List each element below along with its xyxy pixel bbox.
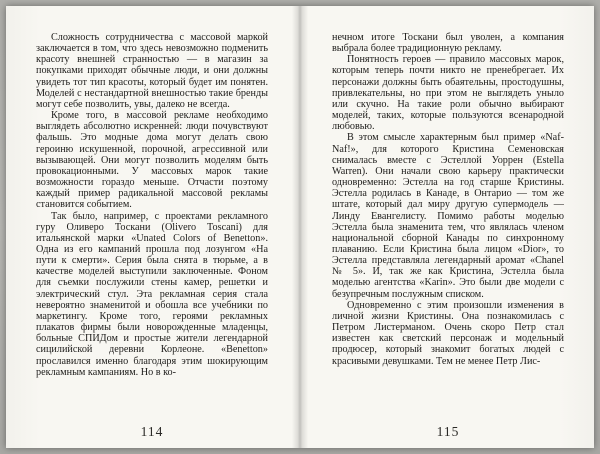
paragraph: нечном итоге Тоскани был уволен, а компания выбрала более традиционную рекламу.: [332, 32, 564, 55]
paragraph: Одновременно с этим произошли изменения в личной жизни Кристины. Она познакомилась с Петром Листерманом. Очень скоро Петр стал известен как светский персонаж и модельный продюсер, который знакомит богатых людей с красивыми девушками. Тем не менее Петр Лис-: [332, 299, 564, 367]
page-number-left: 114: [140, 424, 164, 439]
right-page: [308, 6, 594, 448]
paragraph: Понятность героев — правило массовых марок, которым теперь почти никто не пренебрегает. Их персонажи должны быть обаятельны, простодушны, привлекательны, но при этом не выглядеть уныло или скучно. На такие роли обычно выбирают моделей, таких, которые пользуются всенародной любовью.: [332, 54, 564, 133]
paragraph: Так было, например, с проектами рекламного гуру Оливеро Тоскани (Olivero Toscani) для итальянской марки «Unated Colors of Benetton». Одна из его кампаний прошла под лозунгом «На пути к смерти». Серия была снята в тюрьме, а в качестве моделей выступили заключенные. Фоном для съемки послужили стены камер, решетки и электрический стул. Эта рекламная серия стала невероятно знаменитой и обошла все учебники по маркетингу. Кроме того, героями рекламных плакатов фирмы были новорожденные младенцы, больные СПИДом и простые жители легендарной сицилийской деревни Корлеоне. «Benetton» прославился именно благодаря этим шокирующим рекламным кампаниям. Но в ко-: [36, 210, 268, 378]
book-gutter: [292, 6, 308, 448]
book-spread: [6, 6, 594, 448]
paragraph: Кроме того, в массовой рекламе необходимо выглядеть абсолютно искренней: люди почувствуют фальшь. Это модные дома могут делать свою героиню искушенной, порочной, агрессивной или вызывающей. Они могут позволить моделям быть провокационными. У массовых марок такие возможности гораздо меньше. Отчасти поэтому каждый пример радикальной массовой рекламы становится событием.: [36, 110, 268, 211]
right-page-text: [332, 32, 564, 367]
paragraph: Сложность сотрудничества с массовой маркой заключается в том, что здесь невозможно подменить красоту внешней странностью — в магазин за покупками приходят обычные люди, и они должны увидеть тот тип красоты, который будет им понятен. Моделей с нестандартной внешностью такие бренды могут себе позволить, увы, далеко не всегда.: [36, 32, 268, 110]
paragraph: В этом смысле характерным был пример «Naf-Naf!», для которого Кристина Семеновская снималась вместе с Эстеллой Уоррен (Estella Warren). Они начали свою карьеру практически одновременно: Эстелла на год старше Кристины. Эстелла родилась в Канаде, в Онтарио — том же штате, который дал миру другую супермодель — Линду Евангелисту. Помимо работы моделью Эстелла была знаменита тем, что являлась членом национальной сборной Канады по синхронному плаванию. Если Кристина была лицом «Dior», то Эстелла представляла легендарный аромат «Chanel № 5». И, так же как Кристина, Эстелла была моделью агентства «Karin». Это были две модели с безупречным послужным списком.: [332, 132, 564, 300]
left-page: [6, 6, 292, 448]
left-page-text: [36, 32, 268, 378]
page-number-right: 115: [436, 424, 460, 439]
